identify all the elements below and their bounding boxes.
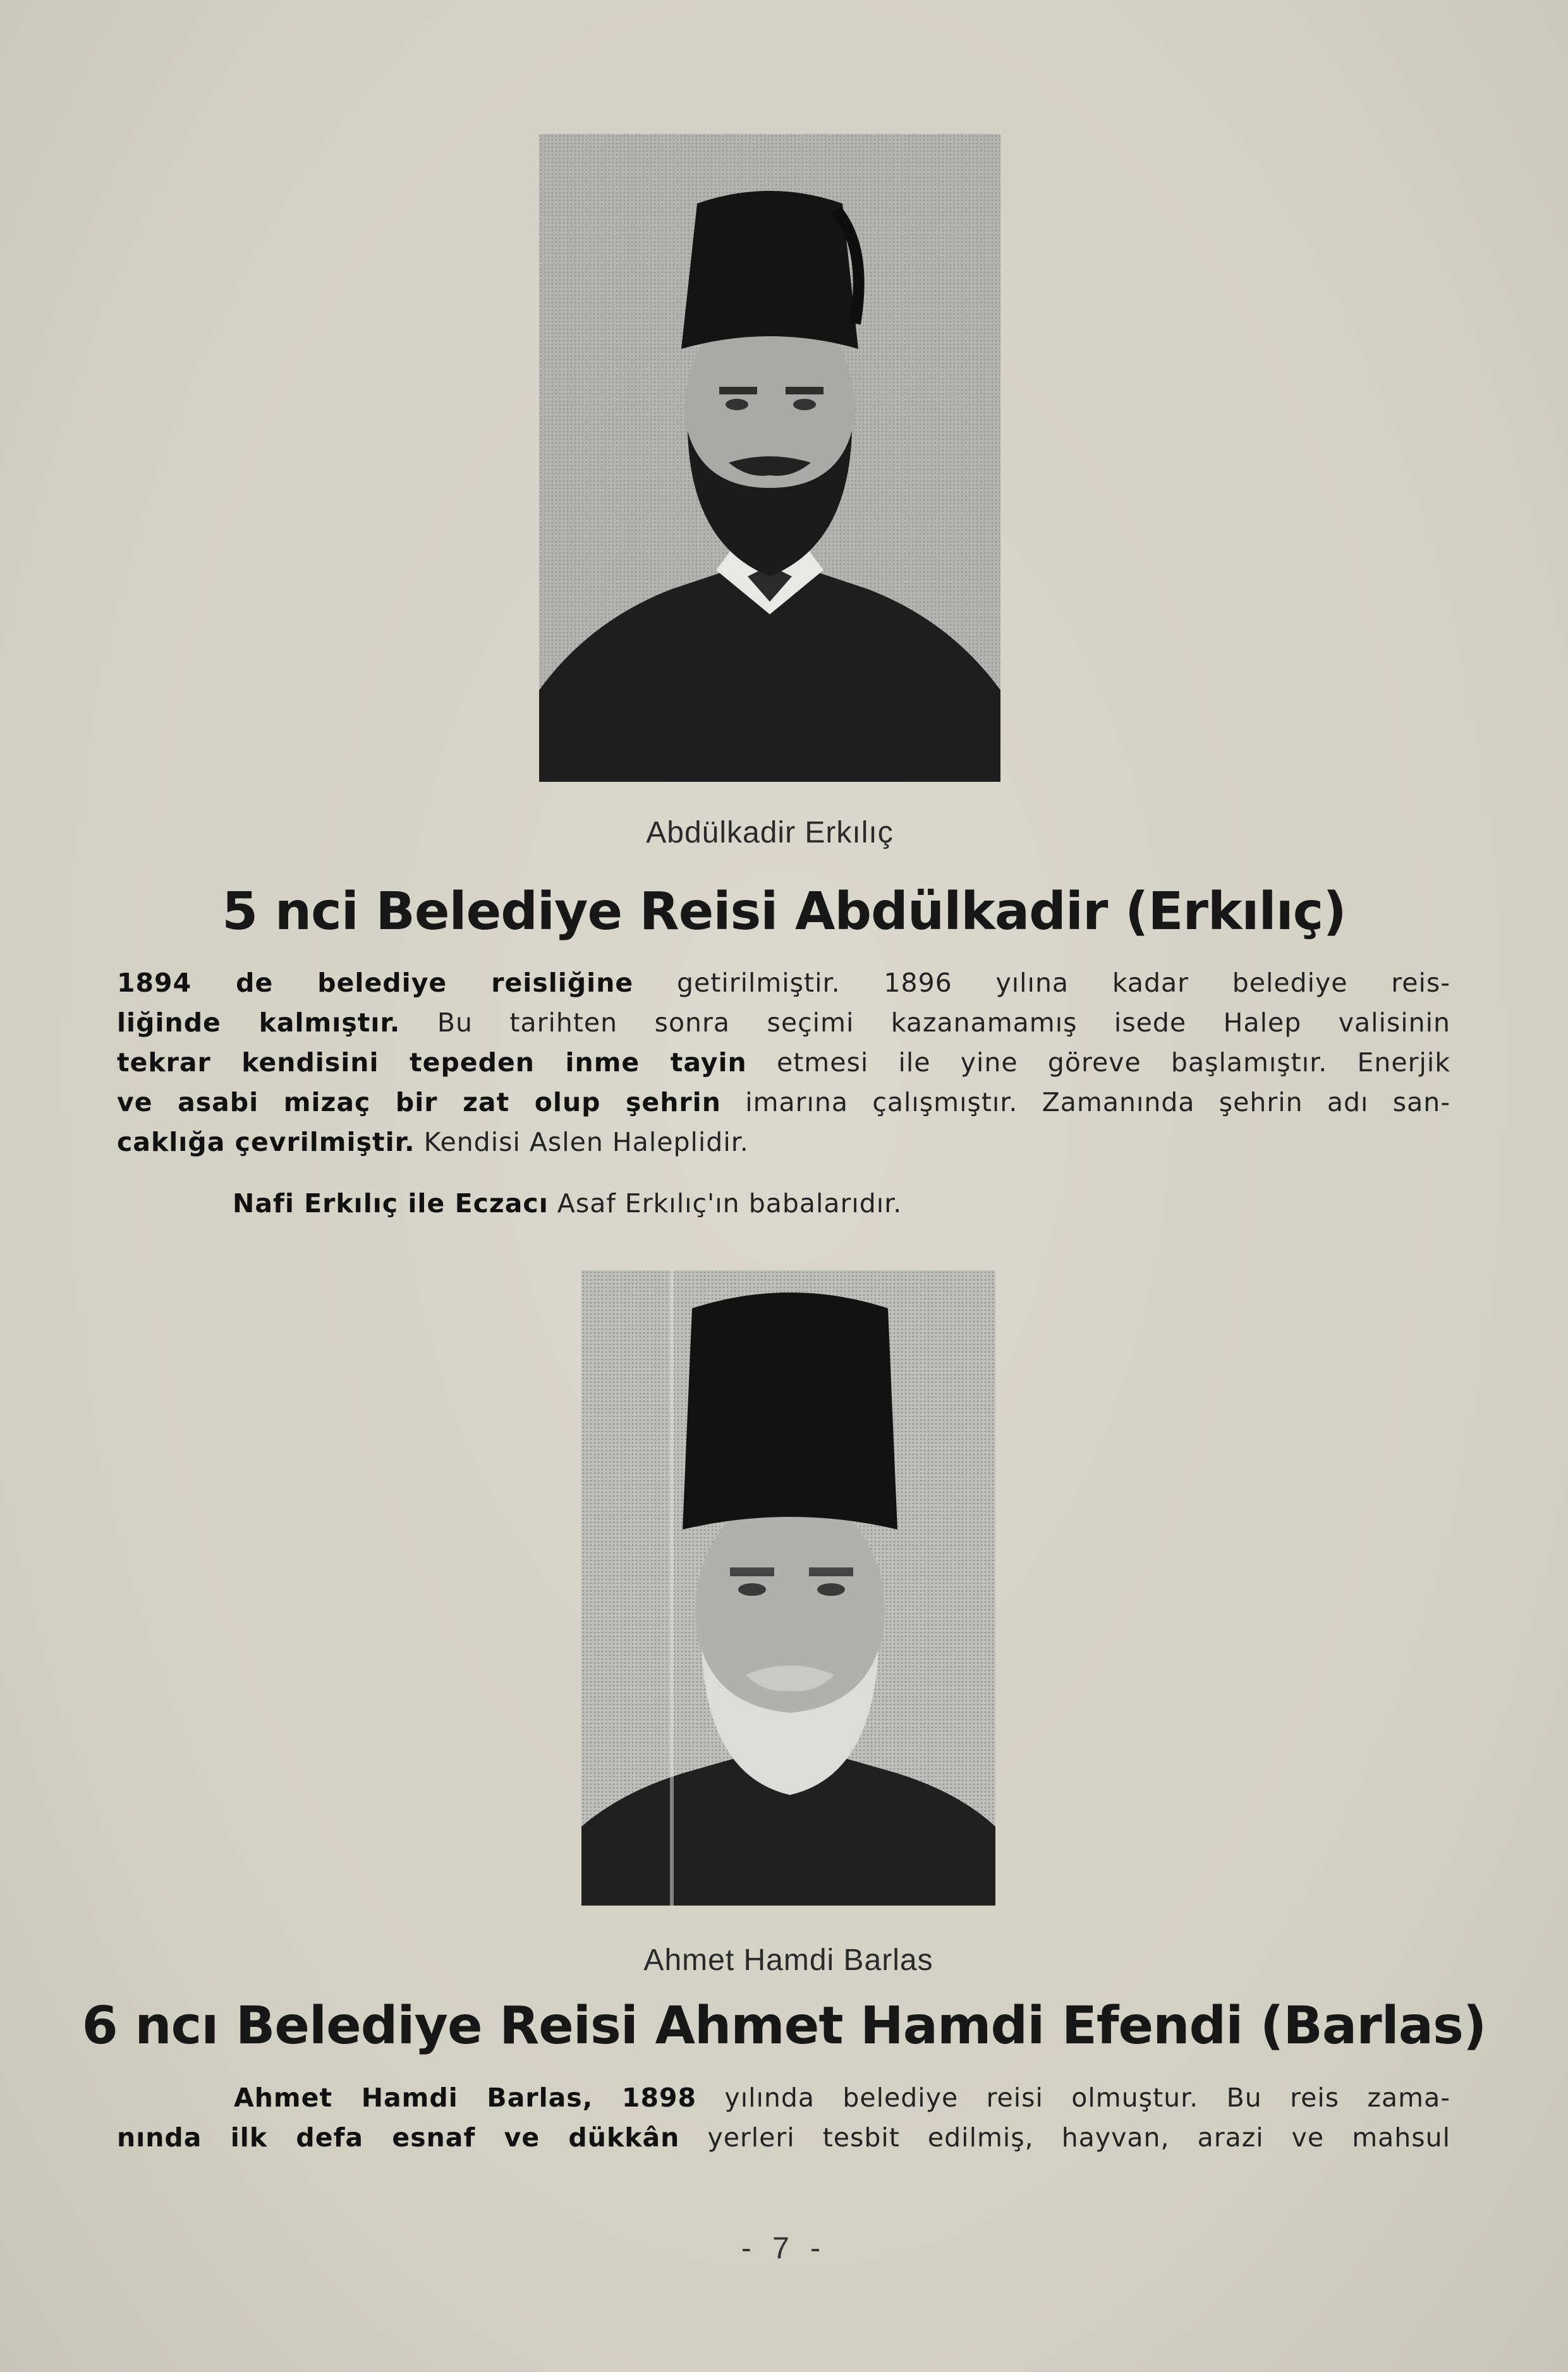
photo-caption-abdulkadir: Abdülkadir Erkılıç <box>646 816 894 849</box>
text-line <box>117 963 1450 1003</box>
text-bold: liğinde kalmıştır. <box>117 1007 401 1038</box>
text-normal: etmesi ile yine göreve başlamıştır. Enerjik <box>746 1047 1450 1078</box>
text-line <box>117 1043 1450 1083</box>
page-number: - 7 - <box>741 2232 827 2265</box>
photo-caption-ahmet-hamdi: Ahmet Hamdi Barlas <box>643 1943 933 1977</box>
text-line <box>117 1003 1450 1043</box>
portrait-photo-ahmet-hamdi <box>581 1270 995 1906</box>
text-bold: nında ilk defa esnaf ve dükkân <box>117 2122 680 2153</box>
paragraph-ahmet-hamdi-bio <box>117 2078 1450 2158</box>
heading-6th-mayor: 6 ncı Belediye Reisi Ahmet Hamdi Efendi (Barlas) <box>82 1996 1486 2056</box>
text-bold: Nafi Erkılıç ile Eczacı <box>233 1188 549 1219</box>
text-normal: getirilmiştir. 1896 yılına kadar belediye reis- <box>633 968 1451 998</box>
text-bold: ve asabi mizaç bir zat olup şehrin <box>117 1087 721 1117</box>
text-normal: Asaf Erkılıç'ın babalarıdır. <box>548 1188 903 1219</box>
text-normal: Bu tarihten sonra seçimi kazanamamış isede Halep valisinin <box>400 1007 1450 1038</box>
text-normal: Kendisi Aslen Haleplidir. <box>415 1127 749 1157</box>
text-bold: Ahmet Hamdi Barlas, 1898 <box>234 2083 697 2113</box>
portrait-photo-abdulkadir <box>539 134 1000 782</box>
text-normal: yılında belediye reisi olmuştur. Bu reis zama- <box>696 2083 1451 2113</box>
text-line <box>117 1122 1450 1162</box>
text-line <box>117 2078 1450 2118</box>
paragraph-abdulkadir-bio <box>117 963 1450 1162</box>
text-normal: imarına çalışmıştır. Zamanında şehrin adı san- <box>720 1087 1450 1117</box>
paragraph-abdulkadir-children <box>233 1184 1370 1224</box>
portrait-image <box>581 1270 995 1906</box>
text-bold: tekrar kendisini tepeden inme tayin <box>117 1047 747 1078</box>
heading-5th-mayor: 5 nci Belediye Reisi Abdülkadir (Erkılıç) <box>222 882 1346 942</box>
text-normal: yerleri tesbit edilmiş, hayvan, arazi ve mahsul <box>679 2122 1451 2153</box>
text-line <box>117 1083 1450 1122</box>
text-line <box>117 2118 1450 2158</box>
text-bold: 1894 de belediye reisliğine <box>117 968 634 998</box>
text-bold: caklığa çevrilmiştir. <box>117 1127 415 1157</box>
portrait-image <box>539 134 1000 782</box>
